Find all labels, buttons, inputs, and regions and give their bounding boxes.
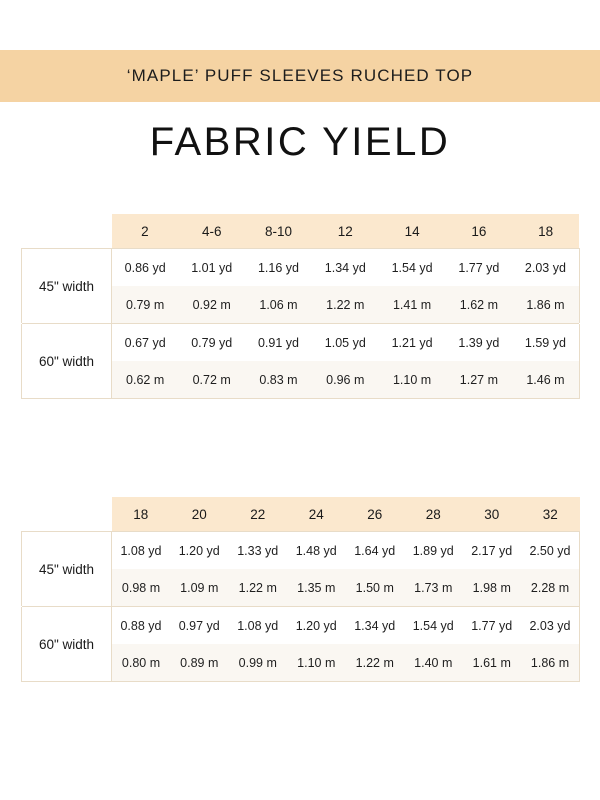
yield-value: 0.89 m (170, 644, 229, 682)
table-row (22, 324, 580, 361)
yield-value: 1.34 yd (346, 607, 405, 644)
yield-value: 2.03 yd (512, 249, 579, 287)
size-header: 30 (463, 497, 522, 532)
yield-value: 1.22 m (229, 569, 288, 606)
yield-value: 1.06 m (245, 286, 312, 323)
size-header: 12 (312, 214, 379, 249)
size-header: 24 (287, 497, 346, 532)
yield-value: 0.79 yd (178, 324, 245, 361)
yield-table-sizes-2-18 (21, 214, 580, 399)
yield-value: 1.01 yd (178, 249, 245, 287)
row-label-45-width: 45" width (22, 249, 112, 324)
size-header: 28 (404, 497, 463, 532)
yield-value: 1.73 m (404, 569, 463, 606)
page-title: FABRIC YIELD (149, 120, 451, 164)
row-label-45-width: 45" width (22, 532, 112, 607)
yield-value: 1.22 m (312, 286, 379, 323)
yield-value: 1.27 m (445, 361, 512, 399)
size-header: 8-10 (245, 214, 312, 249)
yield-value: 1.62 m (445, 286, 512, 323)
yield-value: 1.35 m (287, 569, 346, 606)
yield-value: 1.41 m (379, 286, 446, 323)
yield-value: 1.08 yd (229, 607, 288, 644)
size-header: 22 (229, 497, 288, 532)
yield-value: 0.96 m (312, 361, 379, 399)
yield-value: 0.99 m (229, 644, 288, 682)
table-row (22, 249, 580, 287)
yield-value: 2.50 yd (521, 532, 580, 570)
yield-value: 1.54 yd (379, 249, 446, 287)
yield-value: 1.48 yd (287, 532, 346, 570)
size-header: 26 (346, 497, 405, 532)
size-header: 16 (445, 214, 512, 249)
yield-value: 1.10 m (287, 644, 346, 682)
yield-value: 1.33 yd (229, 532, 288, 570)
yield-value: 2.03 yd (521, 607, 580, 644)
yield-value: 1.20 yd (287, 607, 346, 644)
table-row (22, 607, 580, 644)
yield-value: 1.54 yd (404, 607, 463, 644)
yield-value: 1.34 yd (312, 249, 379, 287)
size-header: 4-6 (178, 214, 245, 249)
yield-value: 1.08 yd (112, 532, 171, 570)
size-header: 2 (112, 214, 179, 249)
row-label-60-width: 60" width (22, 607, 112, 682)
yield-value: 1.22 m (346, 644, 405, 682)
size-header: 32 (521, 497, 580, 532)
yield-value: 1.16 yd (245, 249, 312, 287)
size-header: 20 (170, 497, 229, 532)
yield-value: 0.67 yd (112, 324, 179, 361)
yield-value: 0.98 m (112, 569, 171, 606)
size-header: 14 (379, 214, 446, 249)
yield-value: 1.89 yd (404, 532, 463, 570)
yield-value: 1.10 m (379, 361, 446, 399)
yield-value: 1.39 yd (445, 324, 512, 361)
yield-value: 1.59 yd (512, 324, 579, 361)
yield-value: 1.64 yd (346, 532, 405, 570)
yield-value: 1.77 yd (445, 249, 512, 287)
yield-value: 0.92 m (178, 286, 245, 323)
yield-value: 0.80 m (112, 644, 171, 682)
yield-value: 1.86 m (521, 644, 580, 682)
row-label-60-width: 60" width (22, 324, 112, 399)
yield-value: 1.09 m (170, 569, 229, 606)
yield-value: 1.46 m (512, 361, 579, 399)
table-row (22, 532, 580, 570)
yield-value: 1.40 m (404, 644, 463, 682)
yield-value: 1.86 m (512, 286, 579, 323)
header-corner-cell (22, 214, 112, 249)
yield-value: 2.17 yd (463, 532, 522, 570)
yield-value: 1.77 yd (463, 607, 522, 644)
size-header: 18 (512, 214, 579, 249)
yield-value: 1.05 yd (312, 324, 379, 361)
fabric-yield-table-1 (21, 214, 579, 399)
yield-value: 0.72 m (178, 361, 245, 399)
fabric-yield-table-2 (21, 497, 579, 682)
header-banner (0, 50, 600, 102)
yield-value: 0.86 yd (112, 249, 179, 287)
yield-value: 1.61 m (463, 644, 522, 682)
yield-value: 0.88 yd (112, 607, 171, 644)
yield-value: 1.98 m (463, 569, 522, 606)
yield-value: 0.62 m (112, 361, 179, 399)
yield-value: 0.83 m (245, 361, 312, 399)
yield-value: 1.50 m (346, 569, 405, 606)
yield-value: 0.91 yd (245, 324, 312, 361)
header-corner-cell (22, 497, 112, 532)
yield-value: 2.28 m (521, 569, 580, 606)
yield-value: 0.97 yd (170, 607, 229, 644)
table-header-row (22, 497, 580, 532)
yield-value: 0.79 m (112, 286, 179, 323)
garment-name: ‘MAPLE’ PUFF SLEEVES RUCHED TOP (126, 66, 474, 85)
yield-value: 1.21 yd (379, 324, 446, 361)
table-header-row (22, 214, 580, 249)
yield-table-sizes-18-32 (21, 497, 580, 682)
yield-value: 1.20 yd (170, 532, 229, 570)
size-header: 18 (112, 497, 171, 532)
